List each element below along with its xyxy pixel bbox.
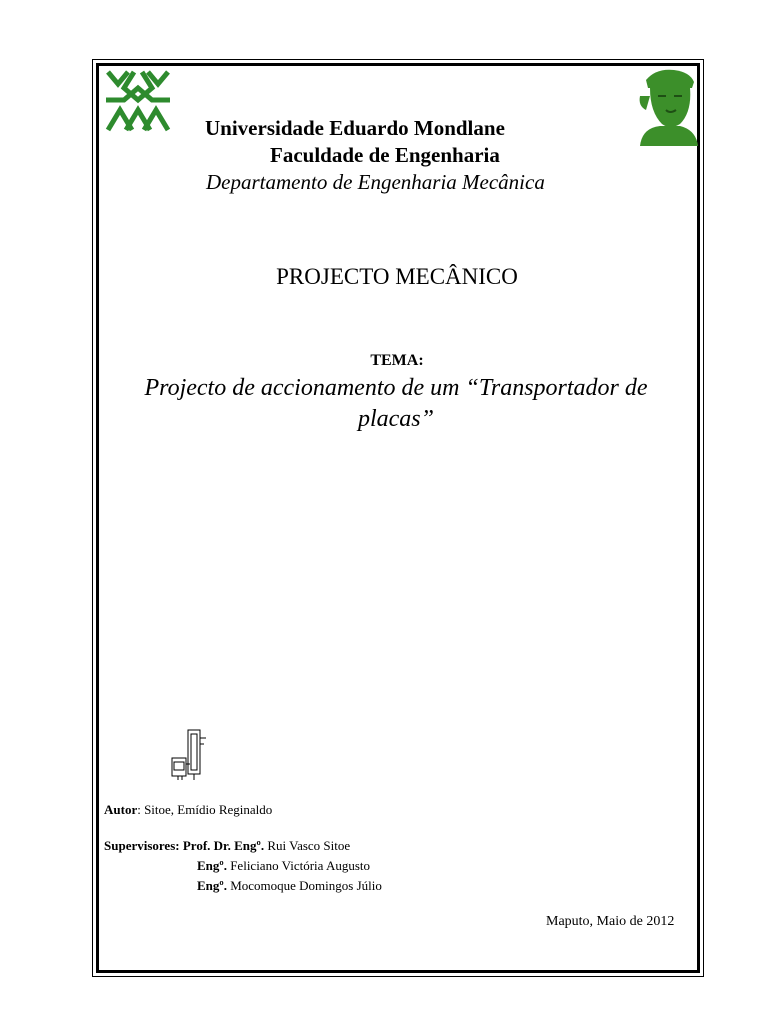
author-label: Autor bbox=[104, 802, 138, 817]
supervisors-label: Supervisores: bbox=[104, 838, 180, 853]
supervisor-name: Feliciano Victória Augusto bbox=[226, 858, 370, 873]
university-name: Universidade Eduardo Mondlane bbox=[205, 116, 505, 140]
mechanical-drawing-icon bbox=[170, 728, 210, 780]
university-logo-icon bbox=[104, 66, 172, 134]
theme-text: Projecto de accionamento de um “Transportador de placas” bbox=[144, 375, 648, 432]
place-date: Maputo, Maio de 2012 bbox=[546, 914, 675, 929]
author-line bbox=[104, 802, 272, 818]
page-frame-inner bbox=[96, 63, 700, 973]
supervisor-name: Mocomoque Domingos Júlio bbox=[226, 878, 382, 893]
department-name: Departamento de Engenharia Mecânica bbox=[206, 170, 545, 194]
supervisor-title: Prof. Dr. Engº. bbox=[182, 838, 265, 853]
supervisor-line-2 bbox=[197, 858, 370, 874]
supervisor-name: Rui Vasco Sitoe bbox=[264, 838, 351, 853]
faculty-name: Faculdade de Engenharia bbox=[270, 143, 500, 167]
supervisor-title: Engº. bbox=[197, 858, 227, 873]
portrait-logo-icon bbox=[636, 66, 698, 146]
project-title: PROJECTO MECÂNICO bbox=[276, 264, 518, 289]
theme-label: TEMA: bbox=[370, 352, 424, 369]
supervisor-line-1 bbox=[104, 838, 350, 854]
supervisor-line-3 bbox=[197, 878, 382, 894]
supervisor-title: Engº. bbox=[197, 878, 227, 893]
author-name: : Sitoe, Emídio Reginaldo bbox=[137, 802, 273, 817]
